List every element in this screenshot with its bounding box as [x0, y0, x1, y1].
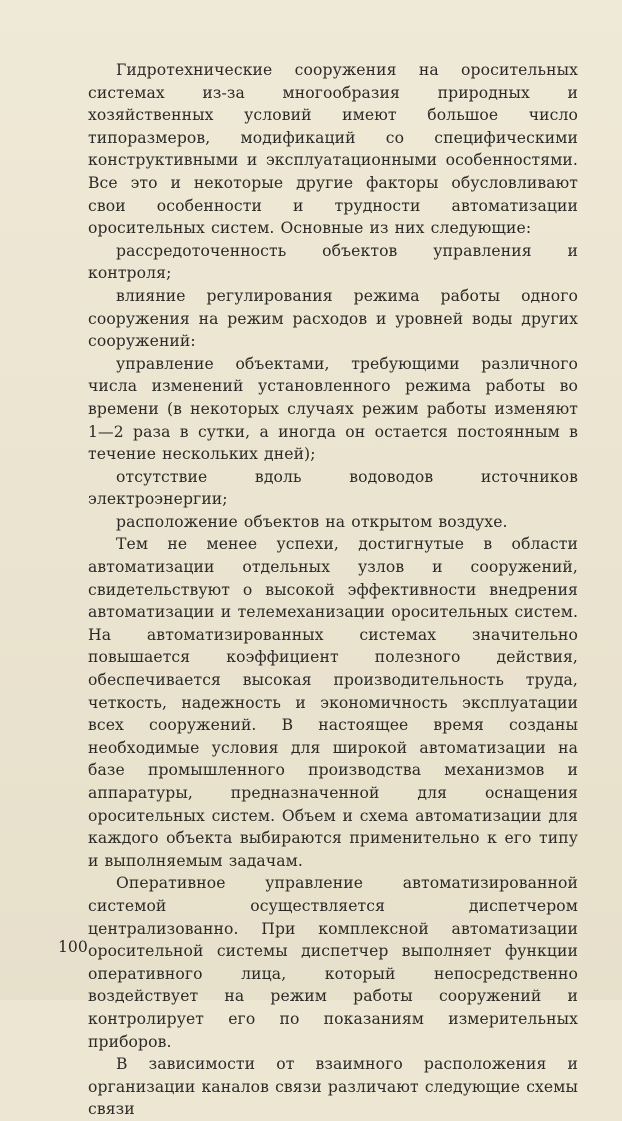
list-item-regulation-text: влияние регулирования режима работы одного сооружения на режим расходов и уровней воды других сооружений:: [88, 286, 578, 351]
list-item-management-text: управление объектами, требующими различного числа изменений установленного режима работы во времени (в некоторых случаях режим работы изменяют 1—2 раза в сутки, а иногда он остается постоянным в течение нескольких дней);: [88, 354, 578, 464]
intro-paragraph-text: Гидротехнические сооружения на оросительных системах из-за многообразия природных и хозяйственных условий имеют большое число типоразмеров, модификаций со специфическими конструктивными и эксплуатационными особенностями. Все это и некоторые другие факторы обусловливают свои особенности и трудности автоматизации оросительных систем. Основные из них следующие:: [88, 61, 578, 238]
list-item-outdoor-location: [88, 511, 578, 534]
successes-paragraph: [88, 533, 578, 872]
list-item-dispersion: [88, 240, 578, 285]
operational-control-paragraph: [88, 872, 578, 1053]
list-item-dispersion-text: рассредоточенность объектов управления и контроля;: [88, 241, 578, 283]
communication-schemes-paragraph: [88, 1053, 578, 1121]
list-item-outdoor-location-text: расположение объектов на открытом воздухе.: [116, 512, 508, 531]
communication-schemes-paragraph-text: В зависимости от взаимного расположения и организации каналов связи различают следующие схемы связи: [88, 1055, 578, 1119]
page-number: 100: [58, 938, 88, 956]
list-item-management: [88, 353, 578, 466]
successes-paragraph-text: Тем не менее успехи, достигнутые в области автоматизации отдельных узлов и сооружений, свидетельствуют о высокой эффективности внедрения автоматизации и телемеханизации оросительных систем. На автоматизированных системах значительно повышается коэффициент полезного действия, обеспечивается высокая производительность труда, четкость, надежность и экономичность эксплуатации всех сооружений. В настоящее время созданы необходимые условия для широкой автоматизации на базе промышленного производства механизмов и аппаратуры, предназначенной для оснащения оросительных систем. Объем и схема автоматизации для каждого объекта выбираются применительно к его типу и выполняемым задачам.: [88, 535, 578, 870]
list-item-power-absence: [88, 466, 578, 511]
intro-paragraph: [88, 59, 578, 240]
list-item-power-absence-text: отсутствие вдоль водоводов источников электроэнергии;: [88, 467, 578, 509]
operational-control-paragraph-text: Оперативное управление автоматизированной системой осуществляется диспетчером централизованно. При комплексной автоматизации оросительной системы диспетчер выполняет функции оперативного лица, который непосредственно воздействует на режим работы сооружений и контролирует его по показаниям измерительных приборов.: [88, 874, 578, 1051]
list-item-regulation: [88, 285, 578, 353]
